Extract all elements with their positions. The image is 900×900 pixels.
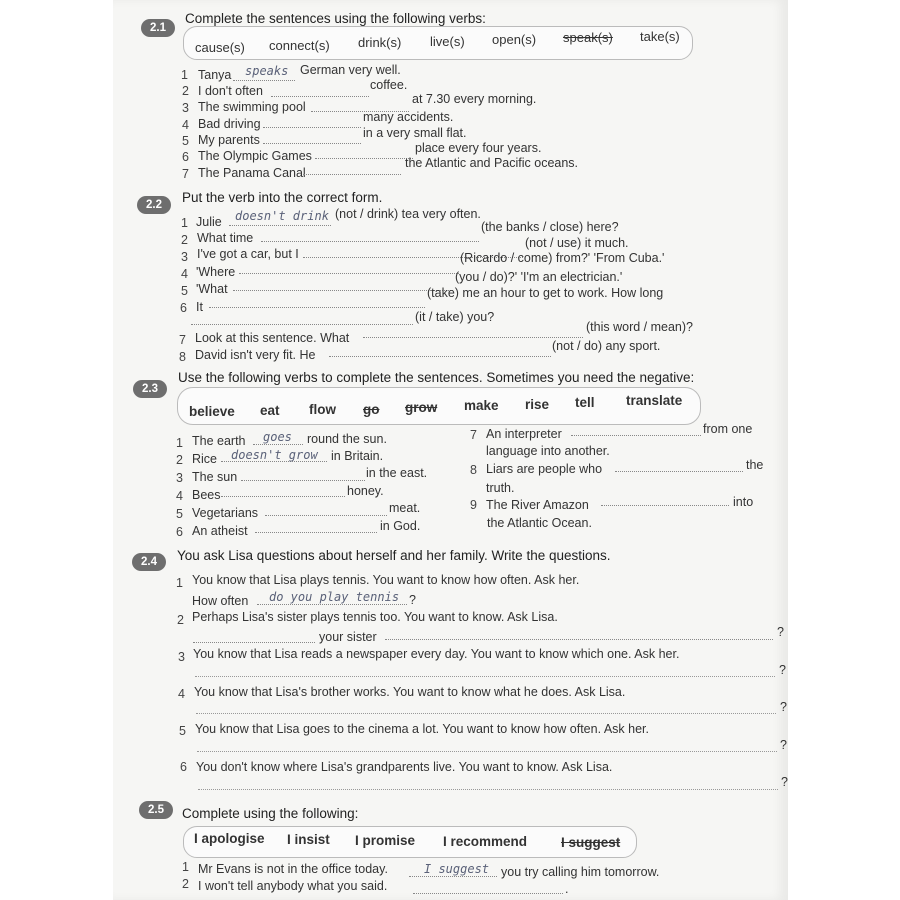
item-number: 7 — [470, 428, 477, 442]
item-number: 2 — [181, 233, 188, 247]
sentence-end: (Ricardo / come) from?' 'From Cuba.' — [460, 251, 665, 265]
answer-line — [253, 444, 303, 445]
exercise-badge-2-2: 2.2 — [137, 196, 171, 214]
verb-chip: drink(s) — [358, 35, 402, 50]
verb-chip: live(s) — [430, 34, 465, 49]
answer-line — [315, 158, 413, 159]
answer-line — [363, 337, 583, 338]
answer-line — [261, 241, 479, 242]
answer-line — [196, 713, 776, 714]
sentence-end: (the banks / close) here? — [481, 220, 619, 234]
sentence-start: Bad driving — [198, 117, 261, 131]
sentence-end: in the east. — [366, 466, 428, 480]
sentence-end: (not / do) any sport. — [552, 339, 661, 353]
item-number: 6 — [180, 760, 187, 774]
item-number: 3 — [181, 250, 188, 264]
item-number: 3 — [178, 650, 185, 664]
phrase-chip-used: I suggest — [561, 835, 621, 850]
sentence-end: from one — [703, 422, 753, 436]
sentence-end: (take) me an hour to get to work. How long — [427, 286, 664, 300]
exercise-badge-2-4: 2.4 — [132, 553, 166, 571]
sentence-start: The River Amazon — [486, 498, 589, 512]
sentence-end: place every four years. — [415, 141, 542, 155]
answer-line — [229, 225, 331, 226]
verb-chip: believe — [189, 404, 235, 419]
sentence-start: My parents — [198, 133, 260, 147]
exercise-badge-2-3: 2.3 — [133, 380, 167, 398]
verb-box-2-3 — [177, 387, 701, 425]
phrase-chip: I insist — [287, 832, 330, 847]
verb-chip: rise — [525, 397, 550, 412]
verb-chip: eat — [260, 403, 280, 418]
worksheet-page — [113, 0, 788, 900]
phrase-chip: I promise — [355, 833, 416, 848]
handwritten-answer: doesn't grow — [231, 448, 318, 462]
verb-chip: flow — [309, 402, 336, 417]
question-prompt: You don't know where Lisa's grandparents live. You want to know. Ask Lisa. — [196, 760, 613, 774]
verb-chip-used: grow — [405, 400, 438, 415]
verb-chip: tell — [575, 395, 595, 410]
answer-line — [271, 96, 369, 97]
item-number: 5 — [176, 507, 183, 521]
sentence-start: The Olympic Games — [198, 149, 312, 163]
item-number: 8 — [470, 463, 477, 477]
answer-line — [241, 480, 365, 481]
answer-line — [255, 532, 377, 533]
item-number: 5 — [182, 134, 189, 148]
exercise-title-2-3: Use the following verbs to complete the sentences. Sometimes you need the negative: — [178, 370, 695, 385]
item-number: 6 — [176, 525, 183, 539]
verb-chip-used: go — [363, 402, 380, 417]
sentence-end: at 7.30 every morning. — [412, 92, 537, 106]
question-mark: ? — [779, 663, 786, 677]
sentence-end: in Britain. — [331, 449, 384, 463]
answer-line — [303, 174, 401, 175]
sentence-end: you try calling him tomorrow. — [501, 865, 660, 879]
sentence-end: meat. — [389, 501, 421, 515]
sentence-end: the Atlantic and Pacific oceans. — [405, 156, 579, 170]
item-number: 7 — [179, 333, 186, 347]
answer-line — [571, 435, 701, 436]
item-number: 6 — [182, 150, 189, 164]
item-number: 1 — [181, 216, 188, 230]
question-mark: ? — [780, 738, 787, 752]
item-number: 1 — [176, 436, 183, 450]
sentence-start: David isn't very fit. He — [195, 348, 316, 362]
item-number: 2 — [182, 84, 189, 98]
sentence-end: honey. — [347, 484, 384, 498]
item-number: 7 — [182, 167, 189, 181]
handwritten-answer: speaks — [245, 64, 289, 78]
item-number: 1 — [176, 576, 183, 590]
item-number: 6 — [180, 301, 187, 315]
verb-chip: cause(s) — [195, 40, 245, 55]
sentence-end: (not / drink) tea very often. — [335, 207, 481, 221]
sentence-end: into — [733, 495, 754, 509]
sentence-start: Look at this sentence. What — [195, 331, 350, 345]
item-number: 2 — [176, 453, 183, 467]
question-start: your sister — [319, 630, 377, 644]
answer-line — [329, 356, 551, 357]
sentence-start: I won't tell anybody what you said. — [198, 879, 388, 893]
question-mark: ? — [409, 593, 416, 607]
question-mark: ? — [781, 775, 788, 789]
sentence-end: in God. — [380, 519, 421, 533]
question-mark: ? — [777, 625, 784, 639]
sentence-cont: language into another. — [486, 444, 610, 458]
sentence-end: (not / use) it much. — [525, 236, 629, 250]
answer-line — [601, 505, 729, 506]
sentence-cont: the Atlantic Ocean. — [487, 516, 592, 530]
item-number: 5 — [179, 724, 186, 738]
exercise-badge-2-5: 2.5 — [139, 801, 173, 819]
answer-line — [263, 127, 361, 128]
verb-chip: connect(s) — [269, 38, 330, 53]
question-prompt: You know that Lisa plays tennis. You want to know how often. Ask her. — [192, 573, 580, 587]
answer-line — [198, 789, 778, 790]
verb-chip: open(s) — [492, 32, 537, 47]
question-mark: ? — [780, 700, 787, 714]
item-number: 4 — [182, 118, 189, 132]
sentence-start: The earth — [192, 434, 246, 448]
item-number: 3 — [176, 471, 183, 485]
answer-line — [209, 307, 425, 308]
verb-chip: translate — [626, 393, 683, 408]
answer-line — [191, 324, 413, 325]
sentence-start: Liars are people who — [486, 462, 603, 476]
phrase-chip: I recommend — [443, 834, 528, 849]
item-number: 4 — [178, 687, 185, 701]
sentence-start: An atheist — [192, 524, 248, 538]
sentence-start: Tanya — [198, 68, 232, 82]
sentence-start: An interpreter — [486, 427, 562, 441]
answer-line — [615, 471, 743, 472]
sentence-start: I don't often — [198, 84, 263, 98]
question-prompt: You know that Lisa reads a newspaper every day. You want to know which one. Ask her. — [193, 647, 680, 661]
question-prompt: You know that Lisa goes to the cinema a lot. You want to know how often. Ask her. — [195, 722, 650, 736]
sentence-start: Rice — [192, 452, 218, 466]
exercise-badge-2-1: 2.1 — [141, 19, 175, 37]
sentence-end: (you / do)?' 'I'm an electrician.' — [455, 270, 623, 284]
sentence-start: The Panama Canal — [198, 166, 306, 180]
sentence-start: Mr Evans is not in the office today. — [198, 862, 388, 876]
answer-line — [239, 273, 459, 274]
sentence-start: Bees — [192, 488, 221, 502]
answer-line — [233, 290, 453, 291]
sentence-start: 'Where — [196, 265, 236, 279]
exercise-title-2-5: Complete using the following: — [182, 806, 359, 821]
handwritten-answer: goes — [263, 430, 292, 444]
sentence-end: coffee. — [370, 78, 408, 92]
sentence-start: The swimming pool — [198, 100, 306, 114]
sentence-end: round the sun. — [307, 432, 387, 446]
question-prompt: You know that Lisa's brother works. You want to know what he does. Ask Lisa. — [194, 685, 626, 699]
sentence-end: many accidents. — [363, 110, 454, 124]
item-number: 1 — [182, 860, 189, 874]
verb-chip: take(s) — [640, 29, 680, 44]
answer-line — [195, 676, 775, 677]
exercise-title-2-4: You ask Lisa questions about herself and her family. Write the questions. — [177, 548, 611, 563]
sentence-start: Vegetarians — [192, 506, 259, 520]
answer-line — [221, 496, 345, 497]
sentence-cont: (it / take) you? — [415, 310, 495, 324]
sentence-cont: truth. — [486, 481, 515, 495]
sentence-end: the — [746, 458, 764, 472]
item-number: 2 — [177, 613, 184, 627]
item-number: 3 — [182, 101, 189, 115]
answer-line — [257, 604, 407, 605]
answer-line — [409, 876, 497, 877]
question-start: How often — [192, 594, 249, 608]
item-number: 4 — [176, 489, 183, 503]
item-number: 8 — [179, 350, 186, 364]
sentence-start: Julie — [196, 215, 222, 229]
answer-line — [385, 639, 773, 640]
sentence-start: 'What — [196, 282, 228, 296]
answer-line — [233, 80, 295, 81]
handwritten-answer: I suggest — [424, 862, 490, 876]
answer-line — [263, 143, 361, 144]
item-number: 4 — [181, 267, 188, 281]
exercise-title-2-1: Complete the sentences using the following verbs: — [185, 11, 486, 26]
sentence-start: What time — [197, 231, 254, 245]
sentence-start: It — [196, 300, 203, 314]
item-number: 2 — [182, 877, 189, 891]
sentence-end: in a very small flat. — [363, 126, 467, 140]
sentence-end: (this word / mean)? — [586, 320, 693, 334]
sentence-end: German very well. — [300, 63, 401, 77]
verb-chip-used: speak(s) — [563, 30, 613, 45]
full-stop: . — [565, 882, 569, 896]
question-prompt: Perhaps Lisa's sister plays tennis too. You want to know. Ask Lisa. — [192, 610, 558, 624]
item-number: 9 — [470, 498, 477, 512]
verb-chip: make — [464, 398, 499, 413]
phrase-chip: I apologise — [194, 831, 265, 846]
handwritten-answer: do you play tennis — [269, 590, 400, 604]
handwritten-answer: doesn't drink — [235, 209, 329, 223]
exercise-title-2-2: Put the verb into the correct form. — [182, 190, 383, 205]
answer-line — [413, 893, 563, 894]
sentence-start: I've got a car, but I — [197, 247, 299, 261]
answer-line — [265, 515, 387, 516]
item-number: 5 — [181, 284, 188, 298]
answer-line — [193, 642, 315, 643]
answer-line — [197, 751, 777, 752]
item-number: 1 — [181, 68, 188, 82]
sentence-start: The sun — [192, 470, 238, 484]
